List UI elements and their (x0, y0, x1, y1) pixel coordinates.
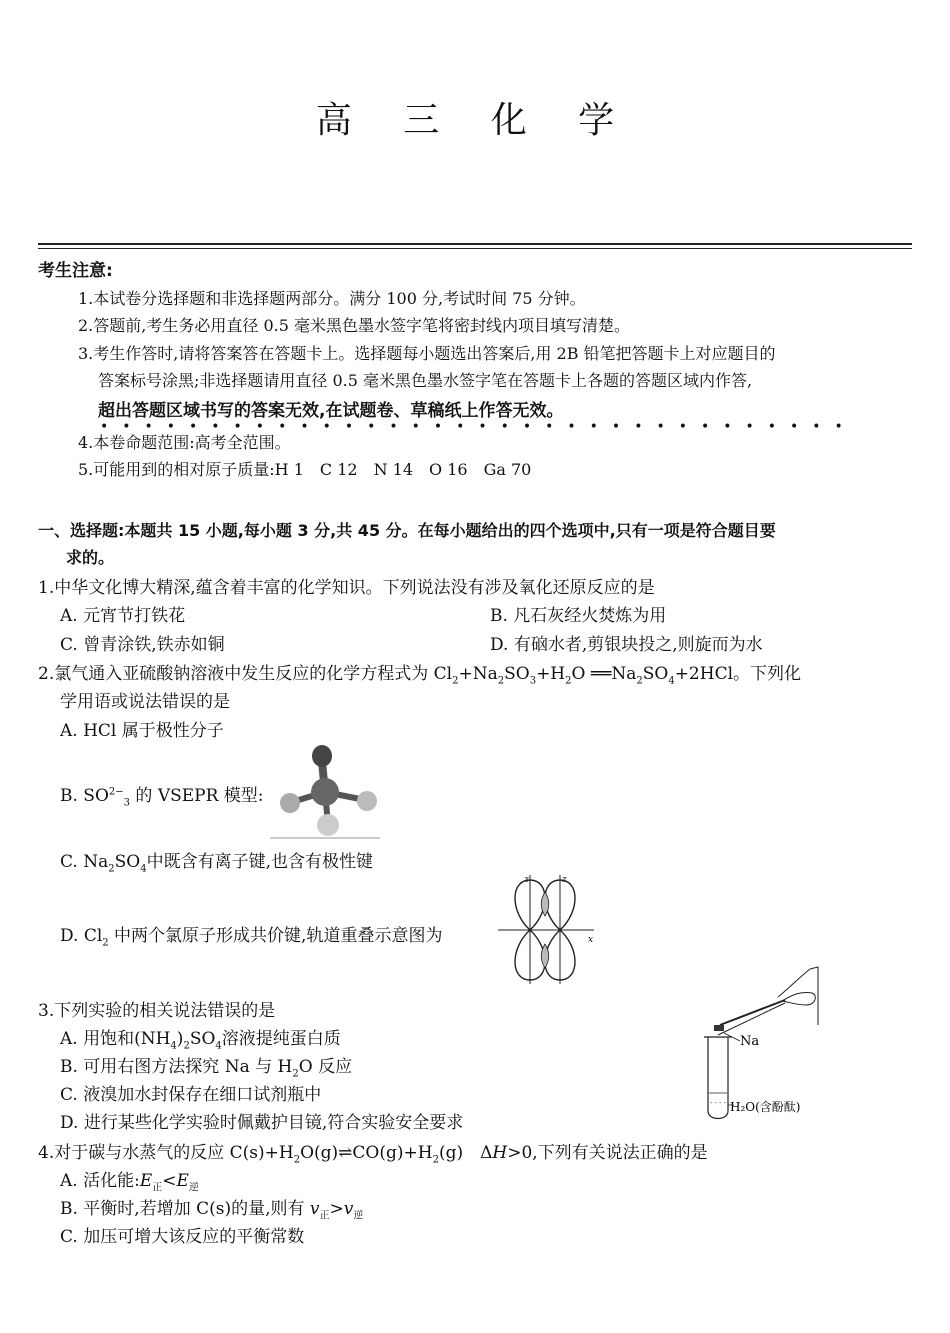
divider (38, 248, 912, 249)
q2-option-d: D. $Cl_2$ 中两个氯原子形成共价键,轨道重叠示意图为 (60, 926, 443, 949)
fig-na-label: Na (740, 1034, 760, 1049)
notice-item: 3.考生作答时,请将答案答在答题卡上。选择题每小题选出答案后,用 2B 铅笔把答题卡上对应题目的 (78, 344, 776, 363)
notice-item: 5.可能用到的相对原子质量:H 1 C 12 N 14 O 16 Ga 70 (78, 460, 532, 479)
svg-text:- - - -: - - - - (710, 1099, 727, 1107)
axis-x-label: x (588, 935, 594, 945)
q3-option-a: A. 用饱和$(NH_4)_2SO_4$溶液提纯蛋白质 (60, 1029, 341, 1052)
q1-option-b: B. 凡石灰经火焚炼为用 (490, 606, 667, 626)
notice-item: 1.本试卷分选择题和非选择题两部分。满分 100 分,考试时间 75 分钟。 (78, 289, 586, 308)
q2-stem-cont: 学用语或说法错误的是 (60, 692, 230, 712)
axis-z-label: z (524, 875, 529, 885)
q1-option-d: D. 有硇水者,剪银块投之,则旋而为水 (490, 635, 763, 655)
q2-option-a: A. HCl 属于极性分子 (60, 721, 224, 741)
axis-z-label: z (562, 875, 567, 885)
q2-option-c: C. $Na_2SO_4$中既含有离子键,也含有极性键 (60, 852, 373, 875)
q4-option-b: B. 平衡时,若增加 C(s)的量,则有 $v_正>v_逆$ (60, 1199, 364, 1222)
section-heading: 一、选择题:本题共 15 小题,每小题 3 分,共 45 分。在每小题给出的四个选项中,只有一项是符合题目要 (38, 521, 776, 540)
na-water-experiment-figure (700, 965, 825, 1125)
q3-option-d: D. 进行某些化学实验时佩戴护目镜,符合实验安全要求 (60, 1113, 464, 1133)
notice-item: 答案标号涂黑;非选择题请用直径 0.5 毫米黑色墨水签字笔在答题卡上各题的答题区域内作答, (98, 371, 753, 390)
q4-option-c: C. 加压可增大该反应的平衡常数 (60, 1227, 305, 1247)
q1-option-a: A. 元宵节打铁花 (60, 606, 186, 626)
q4-stem: 4.对于碳与水蒸气的反应 $C(s)+H_2O(g)\rightleftharpoons CO(g)+H_2(g)$ ΔH>0,下列有关说法正确的是 (38, 1143, 708, 1166)
q2-option-b: B. $SO^{2-}_3$ 的 VSEPR 模型: (60, 786, 264, 809)
q1-option-c: C. 曾青涂铁,铁赤如铜 (60, 635, 225, 655)
section-heading-cont: 求的。 (66, 548, 115, 567)
notice-item: 2.答题前,考生务必用直径 0.5 毫米黑色墨水签字笔将密封线内项目填写清楚。 (78, 316, 630, 335)
emphasis-dots: •••••••••••••••••••••••••••••••••• (100, 419, 857, 435)
notice-heading: 考生注意: (38, 261, 113, 281)
q3-option-b: B. 可用右图方法探究 Na 与 $H_2O$ 反应 (60, 1057, 353, 1080)
orbital-overlap-figure (498, 872, 598, 987)
page-title: 高 三 化 学 (315, 100, 635, 141)
vsepr-model-figure (270, 742, 380, 840)
q4-option-a: A. 活化能$:E_正<E_逆$ (60, 1171, 199, 1194)
q2-stem: 2.氯气通入亚硫酸钠溶液中发生反应的化学方程式为 $Cl_2+Na_2SO_3+H_2O$ $══Na_2SO_4+2HCl$。下列化 (38, 664, 802, 687)
notice-emphasis: 超出答题区域书写的答案无效,在试题卷、草稿纸上作答无效。 (98, 401, 564, 421)
notice-item: 4.本卷命题范围:高考全范围。 (78, 433, 291, 452)
q3-option-c: C. 液溴加水封保存在细口试剂瓶中 (60, 1085, 322, 1105)
q3-stem: 3.下列实验的相关说法错误的是 (38, 1001, 276, 1021)
fig-water-label: H₂O(含酚酞) (730, 1100, 801, 1114)
divider (38, 243, 912, 245)
q1-stem: 1.中华文化博大精深,蕴含着丰富的化学知识。下列说法没有涉及氧化还原反应的是 (38, 578, 655, 598)
